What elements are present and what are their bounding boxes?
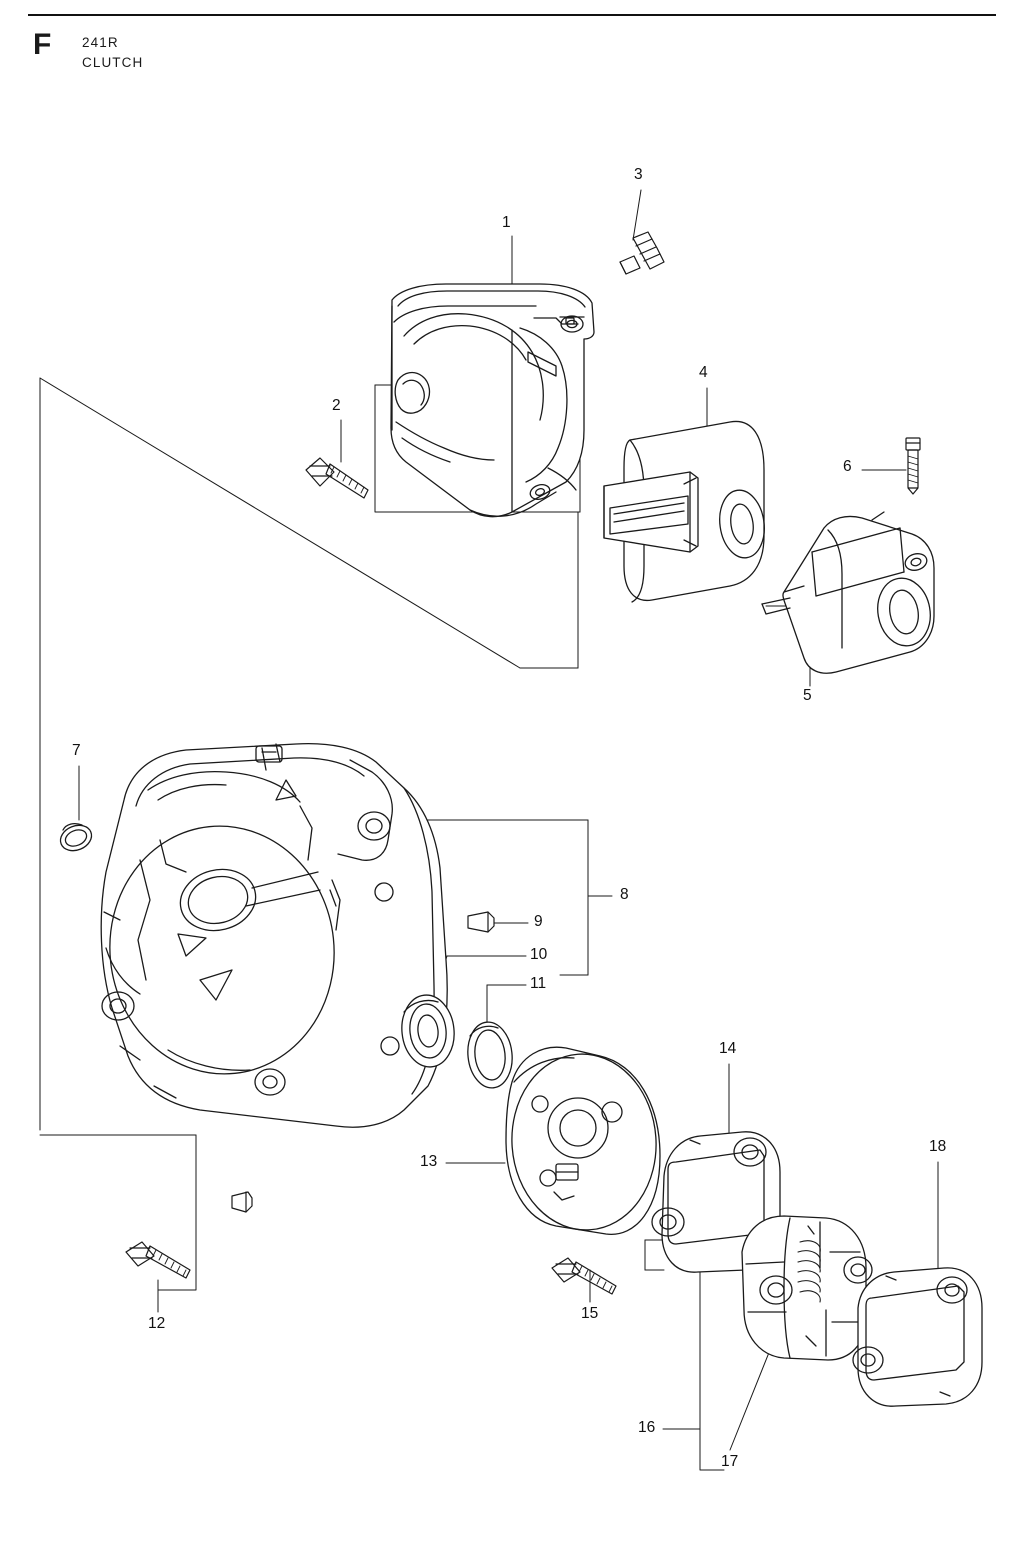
callout-8: 8 [620,886,629,903]
callout-2: 2 [332,397,341,414]
callout-16: 16 [638,1419,656,1436]
callout-14: 14 [719,1040,737,1057]
part-screw-3 [620,232,664,274]
callout-17: 17 [721,1453,739,1470]
callout-3: 3 [634,166,643,183]
section-letter: F [33,28,52,61]
callout-11: 11 [530,975,547,992]
callout-12: 12 [148,1315,166,1332]
part-sleeve-4 [604,421,769,602]
part-washer-11 [465,1020,516,1090]
callout-6: 6 [843,458,852,475]
callout-15: 15 [581,1305,599,1322]
part-screw-12 [126,1242,190,1278]
callout-7: 7 [72,742,81,759]
callout-10: 10 [530,946,548,963]
part-clutch-drum-13 [506,1047,662,1235]
part-seal-ring-7 [57,821,96,855]
part-crankcase [98,744,448,1128]
callout-13: 13 [420,1153,438,1170]
part-clutch-cover [391,284,594,517]
part-plate-18 [853,1268,982,1406]
callout-18: 18 [929,1138,947,1155]
model-label: 241R [82,35,119,50]
callout-1: 1 [502,214,511,231]
part-pin-9b [232,1192,252,1212]
callout-9: 9 [534,913,543,930]
part-screw-2 [306,458,368,498]
section-title-label: CLUTCH [82,54,144,70]
part-clamp-5 [762,512,936,673]
part-clutch-shoes-16-17 [742,1216,872,1360]
callout-5: 5 [803,687,812,704]
part-screw-15 [552,1258,616,1294]
part-pin-9 [468,912,494,932]
callout-4: 4 [699,364,708,381]
part-bolt-6 [906,438,920,494]
